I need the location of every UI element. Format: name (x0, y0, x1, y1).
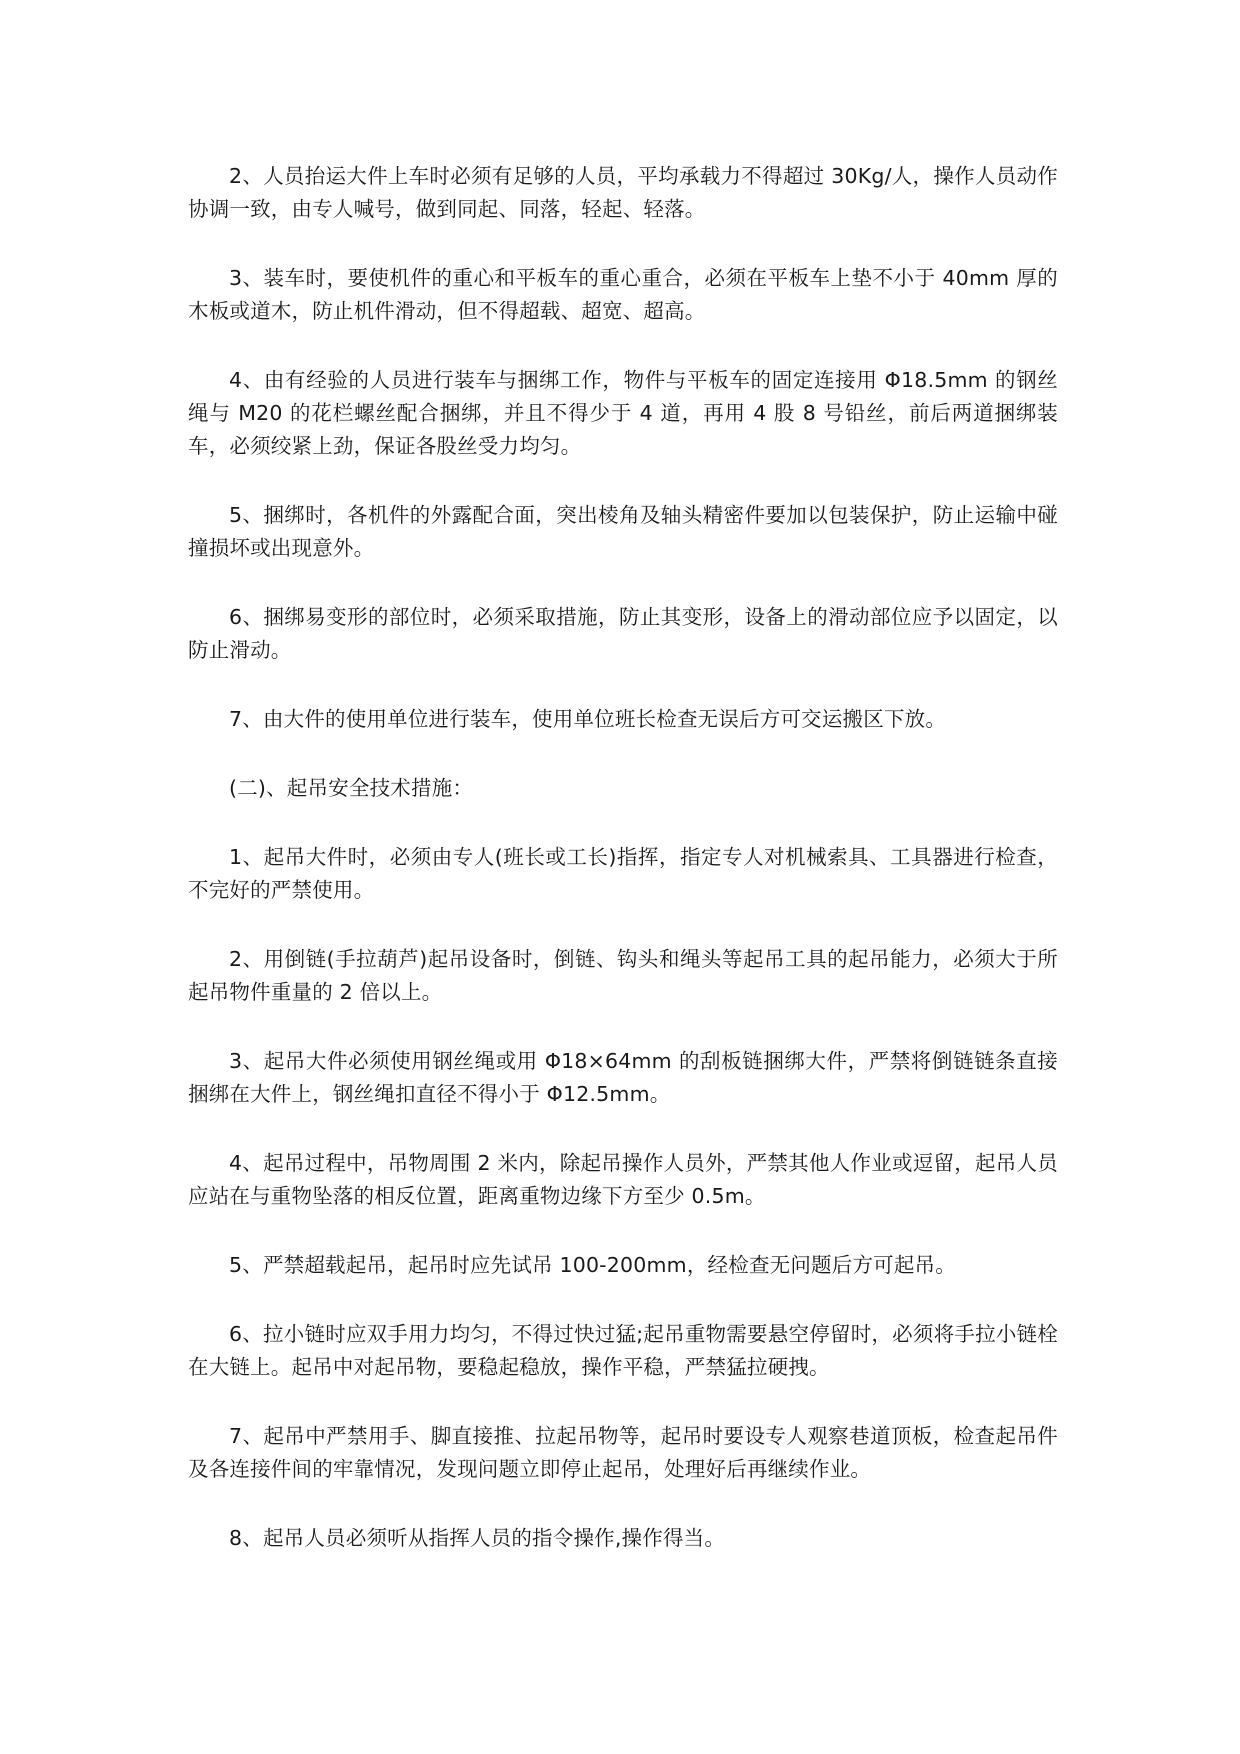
paragraph-loading-item-6: 6、捆绑易变形的部位时，必须采取措施，防止其变形，设备上的滑动部位应予以固定，以防止滑动。 (188, 605, 1058, 662)
paragraph-lifting-item-6: 6、拉小链时应双手用力均匀，不得过快过猛;起吊重物需要悬空停留时，必须将手拉小链栓在大链上。起吊中对起吊物，要稳起稳放，操作平稳，严禁猛拉硬拽。 (188, 1322, 1058, 1379)
section-heading-lifting-safety: (二)、起吊安全技术措施： (229, 776, 474, 800)
paragraph-lifting-item-3: 3、起吊大件必须使用钢丝绳或用 Φ18×64mm 的刮板链捆绑大件，严禁将倒链链条直接捆绑在大件上，钢丝绳扣直径不得小于 Φ12.5mm。 (188, 1049, 1058, 1106)
paragraph-lifting-item-2: 2、用倒链(手拉葫芦)起吊设备时，倒链、钩头和绳头等起吊工具的起吊能力，必须大于所起吊物件重量的 2 倍以上。 (188, 947, 1058, 1004)
paragraph-lifting-item-4: 4、起吊过程中，吊物周围 2 米内，除起吊操作人员外，严禁其他人作业或逗留，起吊人员应站在与重物坠落的相反位置，距离重物边缘下方至少 0.5m。 (188, 1151, 1058, 1208)
paragraph-loading-item-3: 3、装车时，要使机件的重心和平板车的重心重合，必须在平板车上垫不小于 40mm 厚的木板或道木，防止机件滑动，但不得超载、超宽、超高。 (188, 266, 1058, 323)
document-body (188, 160, 1058, 1591)
paragraph-loading-item-5: 5、捆绑时，各机件的外露配合面，突出棱角及轴头精密件要加以包装保护，防止运输中碰撞损坏或出现意外。 (188, 503, 1058, 560)
paragraph-lifting-item-5: 5、严禁超载起吊，起吊时应先试吊 100-200mm，经检查无问题后方可起吊。 (229, 1253, 956, 1277)
paragraph-loading-item-4: 4、由有经验的人员进行装车与捆绑工作，物件与平板车的固定连接用 Φ18.5mm 的钢丝绳与 M20 的花栏螺丝配合捆绑，并且不得少于 4 道，再用 4 股 8 号铅丝，前后两道捆绑装车，必须绞紧上劲，保证各股丝受力均匀。 (188, 368, 1058, 458)
paragraph-loading-item-7: 7、由大件的使用单位进行装车，使用单位班长检查无误后方可交运搬区下放。 (229, 707, 947, 731)
paragraph-lifting-item-1: 1、起吊大件时，必须由专人(班长或工长)指挥，指定专人对机械索具、工具器进行检查，不完好的严禁使用。 (188, 845, 1058, 902)
paragraph-loading-item-2: 2、人员抬运大件上车时必须有足够的人员，平均承载力不得超过 30Kg/人，操作人员动作协调一致，由专人喊号，做到同起、同落，轻起、轻落。 (188, 164, 1058, 221)
paragraph-lifting-item-7: 7、起吊中严禁用手、脚直接推、拉起吊物等，起吊时要设专人观察巷道顶板，检查起吊件及各连接件间的牢靠情况，发现问题立即停止起吊，处理好后再继续作业。 (188, 1424, 1058, 1481)
paragraph-lifting-item-8: 8、起吊人员必须听从指挥人员的指令操作,操作得当。 (229, 1526, 726, 1550)
